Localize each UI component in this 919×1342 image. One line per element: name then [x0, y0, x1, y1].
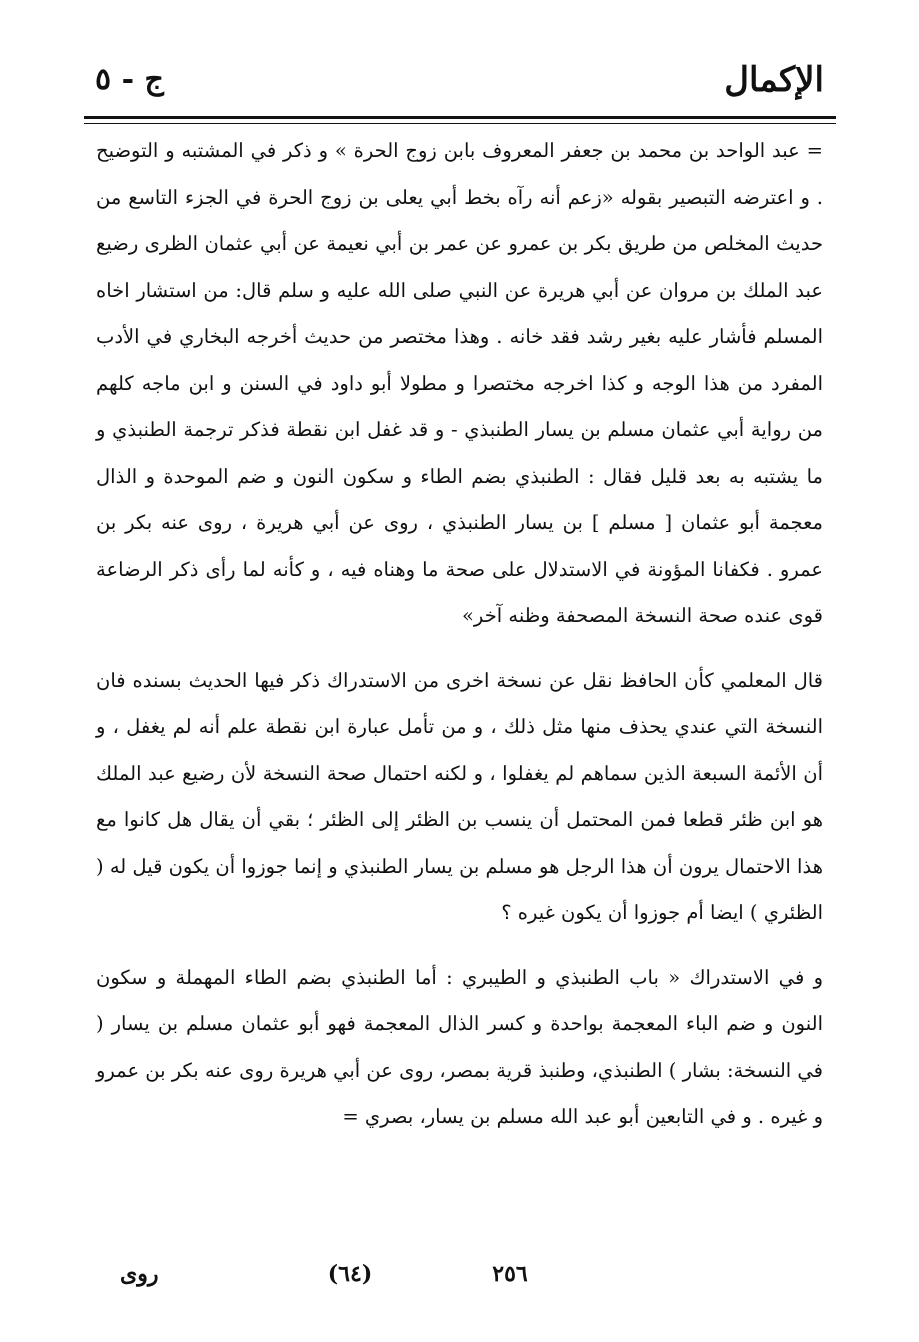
page-header — [95, 58, 824, 108]
signature-number: (٦٤) — [327, 1261, 373, 1287]
catchword: روى — [120, 1261, 159, 1287]
book-title: الإكمال — [724, 60, 824, 100]
page-body — [96, 128, 823, 1141]
volume-number: ج - ٥ — [95, 62, 164, 97]
page-footer — [100, 1254, 819, 1294]
paragraph-continuation: = عبد الواحد بن محمد بن جعفر المعروف بابن زوج الحرة » و ذكر في المشتبه و التوضيح . و اعترضه التبصير بقوله «زعم أنه رآه بخط أبي يعلى بن زوج الحرة في الجزء التاسع من حديث المخلص من طريق بكر بن عمرو عن عمر بن أبي نعيمة عن أبي عثمان الظرى رضيع عبد الملك بن مروان عن أبي هريرة عن النبي صلى الله عليه و سلم قال: من استشار اخاه المسلم فأشار عليه بغير رشد فقد خانه . وهذا مختصر من حديث أخرجه البخاري في الأدب المفرد من هذا الوجه و كذا اخرجه مختصرا و مطولا أبو داود في السنن و ابن ماجه كلهم من رواية أبي عثمان مسلم بن يسار الطنبذي - و قد غفل ابن نقطة فذكر ترجمة الطنبذي و ما يشتبه به بعد قليل فقال : الطنبذي بضم الطاء و سكون النون و ضم الموحدة و الذال معجمة أبو عثمان [ مسلم ] بن يسار الطنبذي ، روى عن أبي هريرة ، روى عنه بكر بن عمرو . فكفانا المؤونة في الاستدلال على صحة ما وهناه فيه ، و كأنه لما رأى ذكر الرضاعة قوى عنده صحة النسخة المصحفة وظنه آخر» — [96, 139, 824, 627]
header-rule-thin — [84, 123, 836, 124]
header-rule-thick — [84, 116, 836, 119]
page-number: ٢٥٦ — [492, 1261, 528, 1287]
paragraph-istidrak: و في الاستدراك « باب الطنبذي و الطيبري : أما الطنبذي بضم الطاء المهملة و سكون النون و ضم الباء المعجمة بواحدة و كسر الذال المعجمة فهو أبو عثمان مسلم بن يسار ( في النسخة: بشار ) الطنبذي، وطنبذ قرية بمصر، روى عن أبي هريرة روى عنه بكر بن عمرو و غيره . و في التابعين أبو عبد الله مسلم بن يسار، بصري = — [96, 965, 823, 1128]
paragraph-muallimi-note: قال المعلمي كأن الحافظ نقل عن نسخة اخرى من الاستدراك ذكر فيها الحديث بسنده فان النسخة التي عندي يحذف منها مثل ذلك ، و من تأمل عبارة ابن نقطة علم أنه لم يغفل ، و أن الأئمة السبعة الذين سماهم لم يغفلوا ، و لكنه احتمال صحة النسخة لأن رضيع عبد الملك هو ابن ظئر قطعا فمن المحتمل أن ينسب بن الظئر إلى الظئر ؛ بقي أن يقال هل كانوا مع هذا الاحتمال يرون أن هذا الرجل هو مسلم بن يسار الطنبذي و إنما جوزوا أن يكون قيل له ( الظئري ) ايضا أم جوزوا أن يكون غيره ؟ — [96, 668, 823, 924]
